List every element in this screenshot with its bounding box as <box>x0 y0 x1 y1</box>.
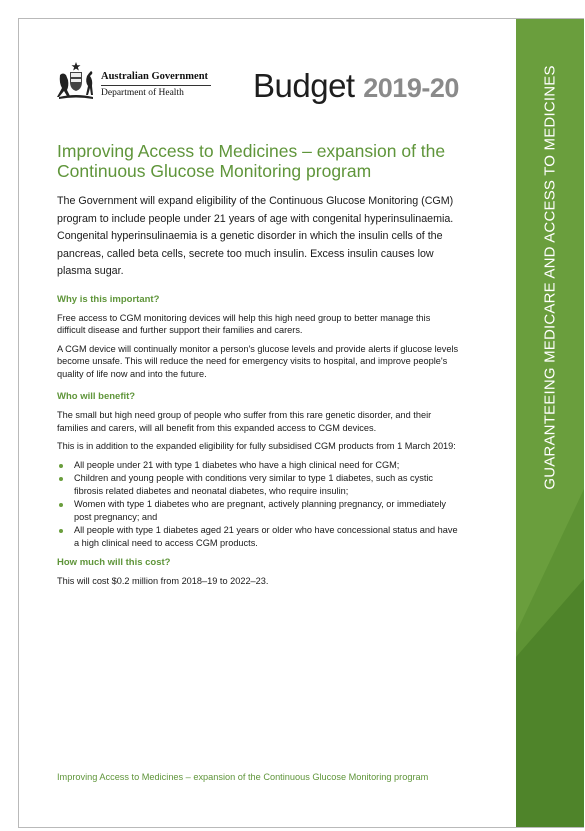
budget-year: 2019-20 <box>363 73 459 103</box>
main-content <box>57 141 459 594</box>
sidebar-theme <box>538 57 562 497</box>
list-item: Children and young people with conditions very similar to type 1 diabetes, such as cystic fibrosis related diabetes and neonatal diabetes, who require insulin; <box>57 472 459 497</box>
intro-paragraph: The Government will expand eligibility of the Continuous Glucose Monitoring (CGM) program to include people under 21 years of age with congenital hyperinsulinaemia. Congenital hyperinsulinaemia is a genetic disorder in which the insulin cells of the pancreas, called beta cells, secrete too much insulin. Excess insulin causes low plasma sugar. <box>57 195 454 277</box>
cost-paragraph: This will cost $0.2 million from 2018–19 to 2022–23. <box>57 576 269 586</box>
government-name: Australian Government <box>101 71 209 82</box>
list-item: All people under 21 with type 1 diabetes who have a high clinical need for CGM; <box>57 459 459 472</box>
list-item: Women with type 1 diabetes who are pregnant, actively planning pregnancy, or immediately post pregnancy; and <box>57 498 459 523</box>
page-title: Improving Access to Medicines – expansion of the Continuous Glucose Monitoring program <box>57 141 446 181</box>
sidebar-theme-label: GUARANTEEING MEDICARE AND ACCESS TO MEDICINES <box>541 64 559 490</box>
page-footer: Improving Access to Medicines – expansion of the Continuous Glucose Monitoring program <box>57 772 429 782</box>
sidebar-band <box>516 19 584 827</box>
section-heading-cost: How much will this cost? <box>57 557 171 568</box>
document-page <box>18 18 584 828</box>
list-item: All people with type 1 diabetes aged 21 years or older who have concessional status and have a high clinical need to access CGM products. <box>57 524 459 549</box>
page-header <box>57 61 467 111</box>
eligibility-list <box>57 459 459 550</box>
department-name: Department of Health <box>101 88 184 98</box>
who-paragraph-2: This is in addition to the expanded eligibility for fully subsidised CGM products from 1 March 2019: <box>57 441 456 451</box>
budget-title <box>253 69 459 102</box>
header-divider <box>101 85 211 86</box>
who-paragraph-1: The small but high need group of people who suffer from this rare genetic disorder, and their families and carers, will all benefit from this expanded access to CGM devices. <box>57 410 432 433</box>
why-paragraph-2: A CGM device will continually monitor a person's glucose levels and provide alerts if glucose levels become unsafe. This will reduce the need for emergency visits to hospital, and improve people's quality of life now and into the future. <box>57 343 459 379</box>
why-paragraph-1: Free access to CGM monitoring devices will help this high need group to better manage this difficult disease and further support their families and carers. <box>57 312 431 335</box>
coat-of-arms-icon <box>57 61 95 101</box>
budget-word: Budget <box>253 67 355 104</box>
section-heading-why: Why is this important? <box>57 293 160 305</box>
section-heading-who: Who will benefit? <box>57 391 136 402</box>
